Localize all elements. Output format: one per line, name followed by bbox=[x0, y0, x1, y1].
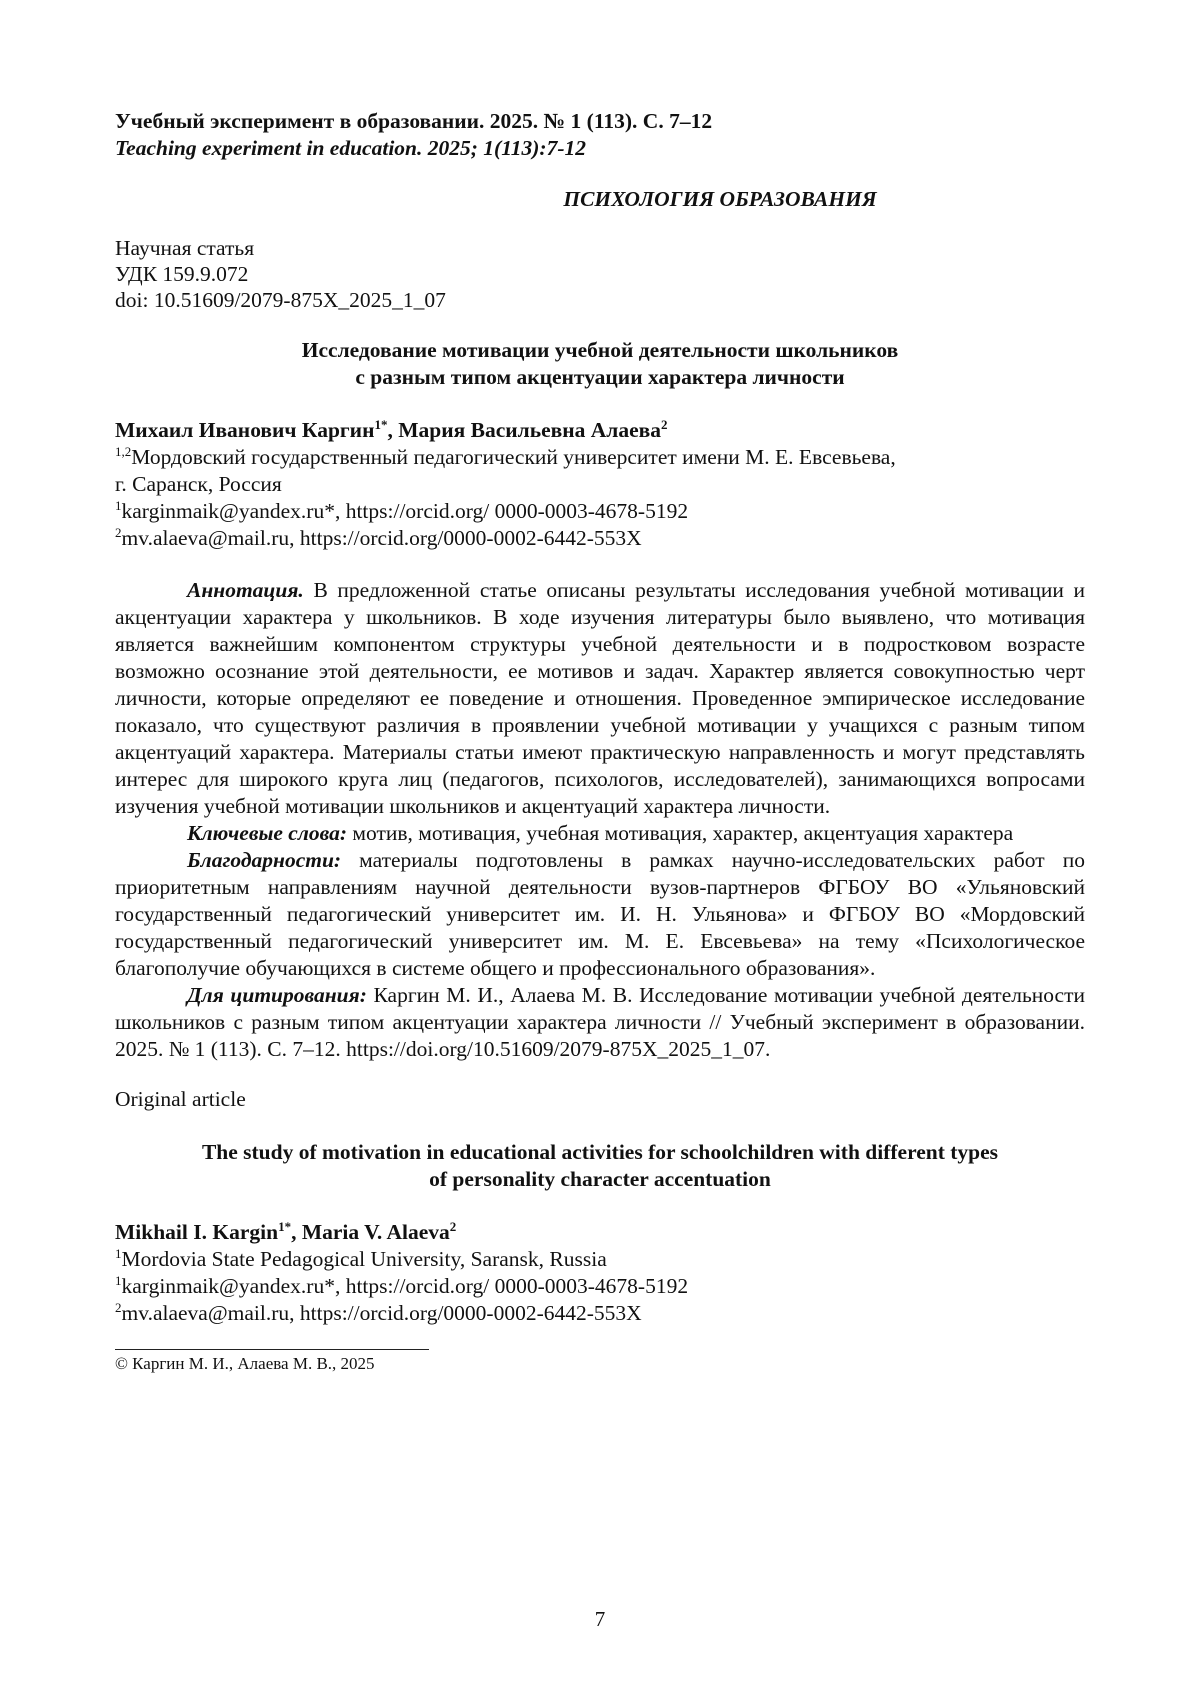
thanks-text: материалы подготовлены в рамках научно-исследовательских работ по приоритетным направлениям научной деятельности вузов-партнеров ФГБОУ ВО «Ульяновский государственный педагогический университет им. И. Н. Ульянова» и ФГБОУ ВО «Мордовский государственный педагогический университет им. М. Е. Евсевьева» на тему «Психологическое благополучие обучающихся в системе общего и профессионального образования». bbox=[115, 848, 1085, 980]
article-page bbox=[115, 108, 1085, 1375]
email1-ru bbox=[115, 498, 1085, 525]
aff-line1: Мордовский государственный педагогический университет имени М. Е. Евсевьева, bbox=[131, 445, 896, 469]
article-title-ru bbox=[115, 337, 1085, 391]
article-meta bbox=[115, 235, 1085, 313]
aff-line2: г. Саранск, Россия bbox=[115, 472, 282, 496]
thanks-paragraph bbox=[115, 847, 1085, 982]
email1-text: karginmaik@yandex.ru*, https://orcid.org/ 0000-0003-4678-5192 bbox=[121, 499, 689, 523]
article-type: Научная статья bbox=[115, 236, 255, 260]
title-en-line1: The study of motivation in educational activities for schoolchildren with different types bbox=[201, 1140, 999, 1164]
journal-citation-ru: Учебный эксперимент в образовании. 2025. № 1 (113). С. 7–12 bbox=[115, 109, 713, 133]
email2-text: mv.alaeva@mail.ru, https://orcid.org/0000-0002-6442-553X bbox=[121, 526, 642, 550]
author2-name-en: Maria V. Alaeva bbox=[301, 1220, 450, 1244]
keywords-label: Ключевые слова: bbox=[187, 821, 347, 845]
author2-name: Мария Васильевна Алаева bbox=[398, 418, 661, 442]
journal-citation-en: Teaching experiment in education. 2025; 1(113):7-12 bbox=[115, 136, 586, 160]
citation-text: Каргин М. И., Алаева М. В. Исследование мотивации учебной деятельности школьников с разным типом акцентуации характера личности // Учебный эксперимент в образовании. 2025. № 1 (113). С. 7–12. https://doi.org/10.51609/2079-875X_2025_1_07. bbox=[115, 983, 1086, 1061]
authors-en bbox=[115, 1219, 1085, 1327]
author2-sup-en: 2 bbox=[449, 1218, 457, 1234]
aff-text-en: Mordovia State Pedagogical University, Saransk, Russia bbox=[121, 1247, 607, 1271]
udc-code: УДК 159.9.072 bbox=[115, 262, 249, 286]
author1-name: Михаил Иванович Каргин bbox=[115, 418, 375, 442]
footnote-divider bbox=[115, 1349, 429, 1350]
email2-sup-en: 2 bbox=[115, 1299, 122, 1315]
email1-en bbox=[115, 1273, 1085, 1300]
author1-sup: 1* bbox=[374, 416, 388, 432]
thanks-label: Благодарности: bbox=[187, 848, 342, 872]
author-names-ru bbox=[115, 417, 1085, 444]
aff-sup: 1,2 bbox=[115, 443, 132, 459]
author1-name-en: Mikhail I. Kargin bbox=[115, 1220, 279, 1244]
citation-paragraph bbox=[115, 982, 1085, 1063]
aff-sup-en: 1 bbox=[115, 1245, 122, 1261]
author2-sup: 2 bbox=[660, 416, 668, 432]
article-type-en: Original article bbox=[115, 1087, 246, 1111]
author1-sup-en: 1* bbox=[278, 1218, 292, 1234]
section-heading: ПСИХОЛОГИЯ ОБРАЗОВАНИЯ bbox=[563, 187, 877, 211]
email2-text-en: mv.alaeva@mail.ru, https://orcid.org/0000-0002-6442-553X bbox=[121, 1301, 642, 1325]
abstract-text: В предложенной статье описаны результаты исследования учебной мотивации и акцентуации характера у школьников. В ходе изучения литературы было выявлено, что мотивация является важнейшим компонентом структуры учебной деятельности и в подростковом возрасте возможно осознание этой деятельности, ее мотивов и задач. Характер является совокупностью черт личности, которые определяют ее поведение и отношения. Проведенное эмпирическое исследование показало, что существуют различия в проявлении учебной мотивации у учащихся с разным типом акцентуаций характера. Материалы статьи имеют практическую направленность и могут представлять интерес для широкого круга лиц (педагогов, психологов, исследователей), занимающихся вопросами изучения учебной мотивации школьников и акцентуаций характера личности. bbox=[115, 578, 1085, 818]
keywords-paragraph bbox=[115, 820, 1085, 847]
doi: doi: 10.51609/2079-875X_2025_1_07 bbox=[115, 288, 446, 312]
affiliation-ru bbox=[115, 444, 1085, 471]
author-names-en bbox=[115, 1219, 1085, 1246]
abstract-label: Аннотация. bbox=[187, 578, 304, 602]
author-sep-en: , bbox=[291, 1220, 302, 1244]
email1-sup-en: 1 bbox=[115, 1272, 122, 1288]
abstract-paragraph bbox=[115, 577, 1085, 820]
copyright-footnote: © Каргин М. И., Алаева М. В., 2025 bbox=[115, 1354, 375, 1373]
email2-sup: 2 bbox=[115, 524, 122, 540]
email1-text-en: karginmaik@yandex.ru*, https://orcid.org/ 0000-0003-4678-5192 bbox=[121, 1274, 689, 1298]
email2-ru bbox=[115, 525, 1085, 552]
email1-sup: 1 bbox=[115, 497, 122, 513]
title-ru-line1: Исследование мотивации учебной деятельности школьников bbox=[301, 338, 899, 362]
keywords-text: мотив, мотивация, учебная мотивация, характер, акцентуация характера bbox=[347, 821, 1014, 845]
authors-ru bbox=[115, 417, 1085, 552]
citation-label: Для цитирования: bbox=[187, 983, 367, 1007]
email2-en bbox=[115, 1300, 1085, 1327]
title-en-line2: of personality character accentuation bbox=[429, 1167, 771, 1191]
affiliation-en bbox=[115, 1246, 1085, 1273]
page-number: 7 bbox=[594, 1607, 606, 1631]
abstract-block bbox=[115, 577, 1085, 1063]
author-sep: , bbox=[387, 418, 399, 442]
article-title-en bbox=[115, 1139, 1085, 1193]
title-ru-line2: с разным типом акцентуации характера личности bbox=[355, 365, 845, 389]
